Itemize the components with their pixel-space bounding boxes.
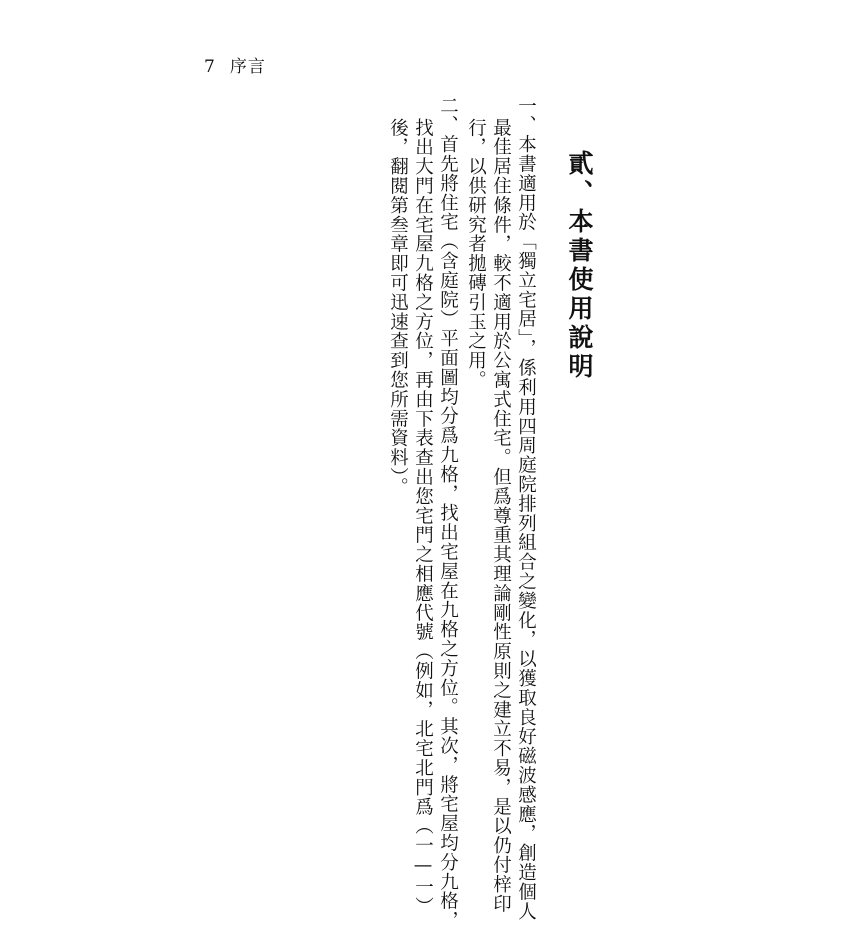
paragraph-2-line-3: 後，翻閱第叁章即可迅速查到您所需資料）。	[387, 118, 409, 497]
paragraph-1-line-1: 一、本書適用於「獨立宅居」，係利用四周庭院排列組合之變化，以獲取良好磁波感應，創造個人	[515, 96, 537, 921]
paragraph-1-line-3: 行，以供研究者拋磚引玉之用。	[465, 118, 487, 390]
section-heading: 貳、本書使用說明	[565, 150, 594, 382]
page-number: 7	[204, 57, 216, 77]
paragraph-2-line-1: 二、首先將住宅（含庭院）平面圖均分爲九格，找出宅屋在九格之方位。其次，將宅屋均分九格，	[437, 96, 459, 930]
section-title: 序言	[229, 57, 266, 77]
paragraph-1-line-2: 最佳居住條件，較不適用於公寓式住宅。但爲尊重其理論剛性原則之建立不易，是以仍付梓印	[490, 118, 512, 914]
page-header	[204, 56, 266, 78]
paragraph-2-line-2: 找出大門在宅屋九格之方位，再由下表查出您宅門之相應代號（例如，北宅北門爲（一—一）	[412, 118, 434, 916]
